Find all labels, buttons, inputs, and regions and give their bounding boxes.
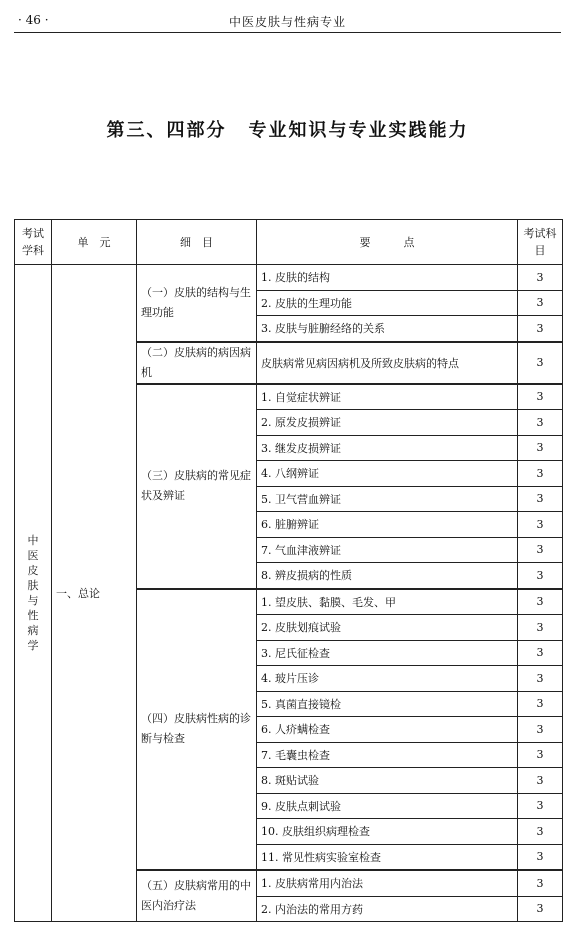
part-number: 第三、四部分 <box>106 120 227 141</box>
exam-subject-cell: 3 <box>518 870 563 896</box>
point-cell: 6. 脏腑辨证 <box>257 512 518 538</box>
point-cell: 4. 八纲辨证 <box>257 461 518 487</box>
exam-subject-cell: 3 <box>518 768 563 794</box>
point-cell: 2. 皮肤的生理功能 <box>257 290 518 316</box>
exam-subject-cell: 3 <box>518 742 563 768</box>
exam-subject-cell: 3 <box>518 615 563 641</box>
point-cell: 10. 皮肤组织病理检查 <box>257 819 518 845</box>
table-body <box>15 265 563 922</box>
detail-cell: （一）皮肤的结构与生理功能 <box>137 265 257 342</box>
point-cell: 1. 皮肤的结构 <box>257 265 518 291</box>
exam-subject-cell: 3 <box>518 316 563 342</box>
exam-subject-cell: 3 <box>518 819 563 845</box>
point-cell: 3. 皮肤与脏腑经络的关系 <box>257 316 518 342</box>
point-cell: 3. 继发皮损辨证 <box>257 435 518 461</box>
exam-subject-cell: 3 <box>518 563 563 589</box>
point-cell: 1. 皮肤病常用内治法 <box>257 870 518 896</box>
syllabus-table <box>14 219 563 922</box>
exam-subject-cell: 3 <box>518 486 563 512</box>
exam-subject-cell: 3 <box>518 342 563 384</box>
col-header-unit: 单 元 <box>52 220 137 265</box>
exam-subject-cell: 3 <box>518 844 563 870</box>
point-cell: 7. 气血津液辨证 <box>257 537 518 563</box>
exam-subject-cell: 3 <box>518 717 563 743</box>
point-cell: 8. 斑贴试验 <box>257 768 518 794</box>
detail-cell: （二）皮肤病的病因病机 <box>137 342 257 384</box>
exam-subject-cell: 3 <box>518 896 563 922</box>
subject-text: 中医皮肤与性病学 <box>27 534 39 652</box>
part-title <box>0 116 575 142</box>
table-row <box>15 265 563 291</box>
exam-subject-cell: 3 <box>518 512 563 538</box>
point-cell: 1. 望皮肤、黏膜、毛发、甲 <box>257 589 518 615</box>
col-header-points: 要 点 <box>257 220 518 265</box>
running-title: 中医皮肤与性病专业 <box>228 15 346 29</box>
exam-subject-cell: 3 <box>518 410 563 436</box>
point-cell: 5. 真菌直接镜检 <box>257 691 518 717</box>
subject-cell <box>15 265 52 922</box>
point-cell: 7. 毛囊虫检查 <box>257 742 518 768</box>
exam-subject-cell: 3 <box>518 384 563 410</box>
page-header <box>14 8 561 33</box>
point-cell: 5. 卫气营血辨证 <box>257 486 518 512</box>
point-cell: 9. 皮肤点刺试验 <box>257 793 518 819</box>
exam-subject-cell: 3 <box>518 461 563 487</box>
exam-subject-cell: 3 <box>518 793 563 819</box>
point-cell: 1. 自觉症状辨证 <box>257 384 518 410</box>
part-name: 专业知识与专业实践能力 <box>248 120 469 141</box>
col-header-detail: 细 目 <box>137 220 257 265</box>
table-header-row <box>15 220 563 265</box>
exam-subject-cell: 3 <box>518 290 563 316</box>
point-cell: 3. 尼氏征检查 <box>257 640 518 666</box>
point-cell: 4. 玻片压诊 <box>257 666 518 692</box>
point-cell: 8. 辨皮损病的性质 <box>257 563 518 589</box>
exam-subject-cell: 3 <box>518 666 563 692</box>
unit-cell: 一、总论 <box>52 265 137 922</box>
point-cell: 皮肤病常见病因病机及所致皮肤病的特点 <box>257 342 518 384</box>
detail-cell: （五）皮肤病常用的中医内治疗法 <box>137 870 257 922</box>
point-cell: 11. 常见性病实验室检查 <box>257 844 518 870</box>
exam-subject-cell: 3 <box>518 537 563 563</box>
exam-subject-cell: 3 <box>518 265 563 291</box>
point-cell: 2. 内治法的常用方药 <box>257 896 518 922</box>
exam-subject-cell: 3 <box>518 640 563 666</box>
exam-subject-cell: 3 <box>518 435 563 461</box>
point-cell: 2. 原发皮损辨证 <box>257 410 518 436</box>
detail-cell: （四）皮肤病性病的诊断与检查 <box>137 589 257 871</box>
page-number: · 46 · <box>18 13 49 27</box>
point-cell: 6. 人疥螨检查 <box>257 717 518 743</box>
col-header-exam-subject: 考试科目 <box>518 220 563 265</box>
exam-subject-cell: 3 <box>518 589 563 615</box>
exam-subject-cell: 3 <box>518 691 563 717</box>
col-header-subject: 考试学科 <box>15 220 52 265</box>
detail-cell: （三）皮肤病的常见症状及辨证 <box>137 384 257 589</box>
point-cell: 2. 皮肤划痕试验 <box>257 615 518 641</box>
